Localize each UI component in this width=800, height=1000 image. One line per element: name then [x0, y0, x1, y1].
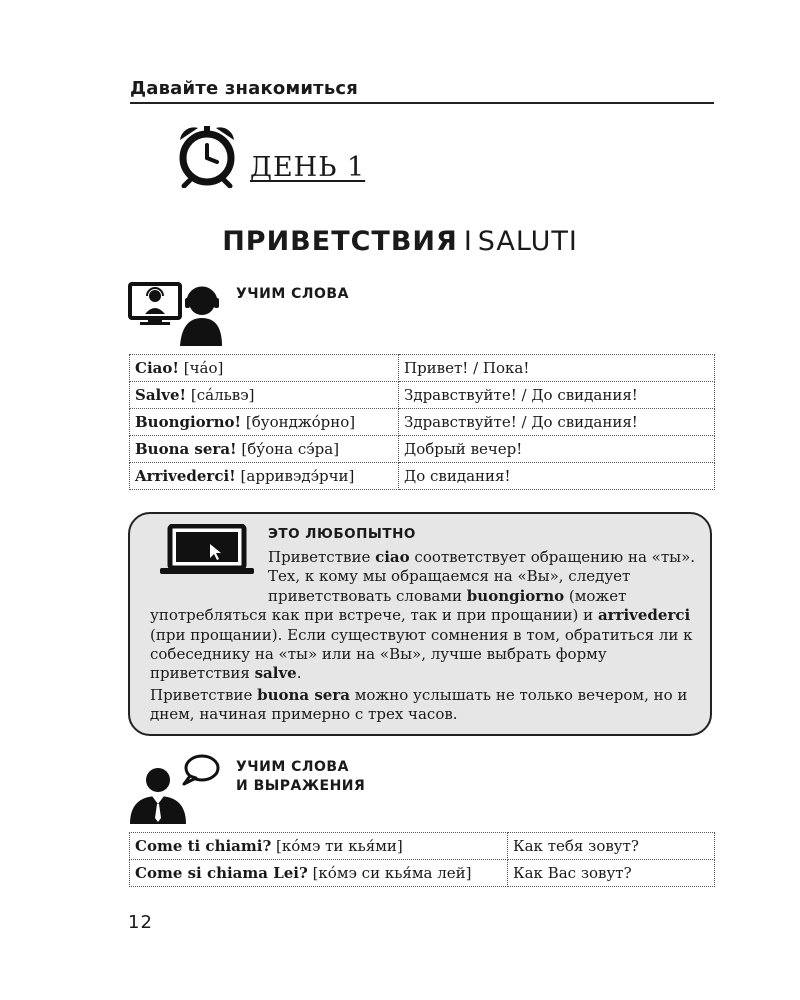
russian-translation: Как тебя зовут? [513, 837, 639, 855]
note-term-salve: salve [254, 664, 297, 683]
alarm-clock-icon [172, 124, 242, 188]
pronunciation: [кóмэ ти кья́ми] [276, 837, 403, 855]
table-row [130, 382, 715, 409]
day-title: ДЕНЬ 1 [250, 152, 366, 183]
header-title: Давайте знакомиться [130, 78, 359, 99]
table-row [130, 436, 715, 463]
italian-phrase: Buongiorno! [135, 413, 242, 431]
section-title [0, 226, 800, 257]
note-icon-spacer [150, 548, 268, 588]
italian-cell [130, 382, 399, 409]
note-term-arrivederci: arrivederci [597, 606, 691, 625]
russian-translation: Здравствуйте! / До свидания! [404, 386, 638, 404]
note-paragraph-2 [150, 686, 698, 725]
italian-phrase: Come ti chiami? [135, 837, 272, 855]
italian-phrase: Buona sera! [135, 440, 237, 458]
russian-cell [399, 463, 715, 490]
russian-cell [508, 860, 715, 887]
vocab2-heading [236, 758, 365, 796]
italian-cell [130, 463, 399, 490]
russian-cell [399, 409, 715, 436]
russian-translation: Здравствуйте! / До свидания! [404, 413, 638, 431]
page-number: 12 [128, 912, 153, 933]
russian-cell [399, 355, 715, 382]
italian-phrase: Ciao! [135, 359, 179, 377]
russian-cell [508, 833, 715, 860]
italian-phrase: Salve! [135, 386, 187, 404]
russian-cell [399, 436, 715, 463]
italian-cell [130, 355, 399, 382]
pronunciation: [бу́она сэ́ра] [241, 440, 340, 458]
section-title-separator: I [463, 226, 472, 257]
vocab1-table [129, 354, 715, 490]
day-block [172, 124, 392, 188]
italian-cell [130, 860, 508, 887]
person-speech-icon [128, 752, 220, 824]
table-row [130, 833, 715, 860]
pronunciation: [чáо] [183, 359, 224, 377]
table-row [130, 355, 715, 382]
note-text: . [296, 664, 302, 683]
note-term-buongiorno: buongiorno [466, 586, 565, 605]
section-title-it: SALUTI [477, 226, 578, 257]
pronunciation: [кóмэ си кья́ма лей] [312, 864, 472, 882]
section-title-ru: ПРИВЕТСТВИЯ [222, 226, 458, 257]
note-text: (при прощании). Если существуют сомнения в том, обратиться ли к собеседнику на «ты» или на «Вы», лучше выбрать форму приветствия [150, 625, 693, 683]
table-row [130, 860, 715, 887]
note-term-ciao: ciao [375, 548, 410, 566]
italian-phrase: Come si chiama Lei? [135, 864, 308, 882]
vocab2-heading-line2: И ВЫРАЖЕНИЯ [236, 778, 366, 794]
pronunciation: [буонджóрно] [245, 413, 356, 431]
vocab1-heading: УЧИМ СЛОВА [236, 286, 349, 302]
note-text: соответствует обращению на «ты». Тех, к кому мы обращаемся на «Вы», следует приветствовать словами [268, 548, 696, 605]
russian-translation: До свидания! [404, 467, 511, 485]
italian-phrase: Arrivederci! [135, 467, 236, 485]
russian-cell [399, 382, 715, 409]
vocab2-table [129, 832, 715, 887]
note-text: можно услышать не только вечером, но и днем, начиная примерно с трех часов. [150, 686, 688, 724]
table-row [130, 409, 715, 436]
running-header [130, 78, 714, 104]
italian-cell [130, 436, 399, 463]
pronunciation: [сáльвэ] [190, 386, 255, 404]
italian-cell [130, 833, 508, 860]
note-heading: ЭТО ЛЮБОПЫТНО [268, 526, 416, 542]
note-box [128, 512, 712, 736]
vocab2-heading-line1: УЧИМ СЛОВА [236, 759, 349, 775]
video-call-icon [128, 280, 222, 346]
note-text: Приветствие [150, 686, 258, 704]
italian-cell [130, 409, 399, 436]
pronunciation: [арривэдэ́рчи] [240, 467, 355, 485]
russian-translation: Привет! / Пока! [404, 359, 530, 377]
note-text: Приветствие [268, 548, 376, 566]
note-text: (может употребляться как при встрече, так и при прощании) и [150, 586, 627, 625]
note-paragraph-1 [150, 548, 698, 684]
note-term-buona-sera: buona sera [257, 686, 350, 704]
table-row [130, 463, 715, 490]
russian-translation: Как Вас зовут? [513, 864, 632, 882]
russian-translation: Добрый вечер! [404, 440, 523, 458]
